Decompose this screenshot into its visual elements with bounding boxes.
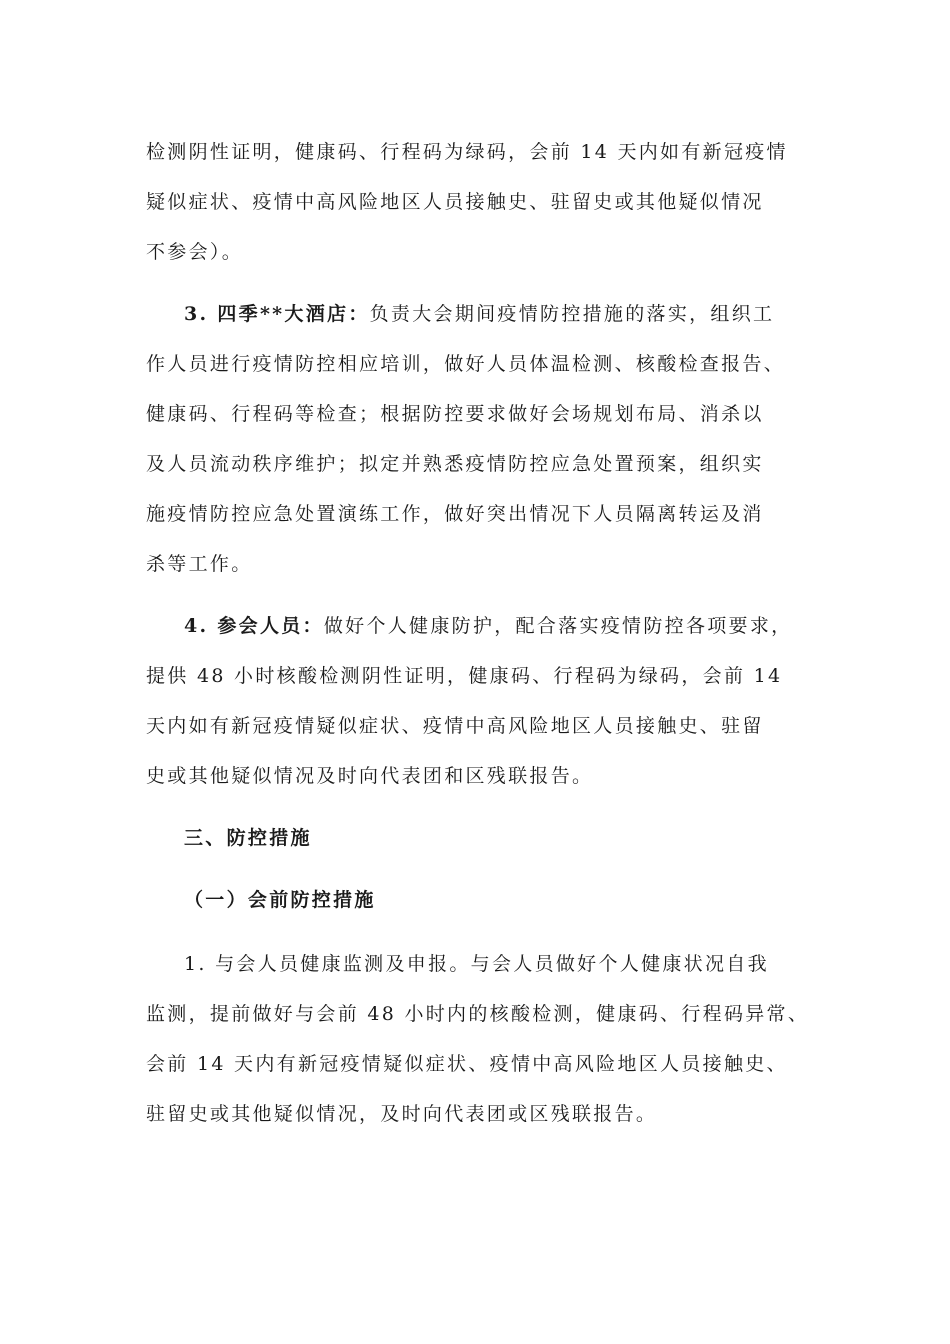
paragraph-1-line-2: 疑似症状、疫情中高风险地区人员接触史、驻留史或其他疑似情况 xyxy=(146,191,764,213)
subsection-heading: （一）会前防控措施 xyxy=(184,889,376,911)
paragraph-2-line-6: 杀等工作。 xyxy=(146,553,253,575)
paragraph-3-lead: 4. 参会人员： xyxy=(184,615,324,637)
paragraph-1-line-3: 不参会）。 xyxy=(146,241,244,263)
paragraph-4-line-2: 监测，提前做好与会前 48 小时内的核酸检测，健康码、行程码异常、 xyxy=(146,1003,810,1025)
paragraph-3-first-rest: 做好个人健康防护，配合落实疫情防控各项要求， xyxy=(323,615,793,637)
paragraph-3-line-3: 天内如有新冠疫情疑似症状、疫情中高风险地区人员接触史、驻留 xyxy=(146,715,764,737)
paragraph-2-lead: 3. 四季**大酒店： xyxy=(184,303,370,325)
paragraph-4-line-3: 会前 14 天内有新冠疫情疑似症状、疫情中高风险地区人员接触史、 xyxy=(146,1053,788,1075)
paragraph-2-line-4: 及人员流动秩序维护；拟定并熟悉疫情防控应急处置预案，组织实 xyxy=(146,453,764,475)
paragraph-1-line-1: 检测阴性证明，健康码、行程码为绿码，会前 14 天内如有新冠疫情 xyxy=(146,141,788,163)
paragraph-3-line-1 xyxy=(184,612,826,640)
paragraph-2-line-2: 作人员进行疫情防控相应培训，做好人员体温检测、核酸检查报告、 xyxy=(146,353,786,375)
section-heading: 三、防控措施 xyxy=(184,827,312,849)
paragraph-2-line-5: 施疫情防控应急处置演练工作，做好突出情况下人员隔离转运及消 xyxy=(146,503,764,525)
paragraph-2-first-rest: 负责大会期间疫情防控措施的落实，组织工 xyxy=(369,303,775,325)
paragraph-2-line-1 xyxy=(184,300,826,328)
paragraph-4-line-1: 1. 与会人员健康监测及申报。与会人员做好个人健康状况自我 xyxy=(184,953,769,975)
paragraph-3-line-2: 提供 48 小时核酸检测阴性证明，健康码、行程码为绿码，会前 14 xyxy=(146,665,783,687)
paragraph-2-line-3: 健康码、行程码等检查；根据防控要求做好会场规划布局、消杀以 xyxy=(146,403,764,425)
paragraph-4-line-4: 驻留史或其他疑似情况，及时向代表团或区残联报告。 xyxy=(146,1103,658,1125)
paragraph-3-line-4: 史或其他疑似情况及时向代表团和区残联报告。 xyxy=(146,765,594,787)
